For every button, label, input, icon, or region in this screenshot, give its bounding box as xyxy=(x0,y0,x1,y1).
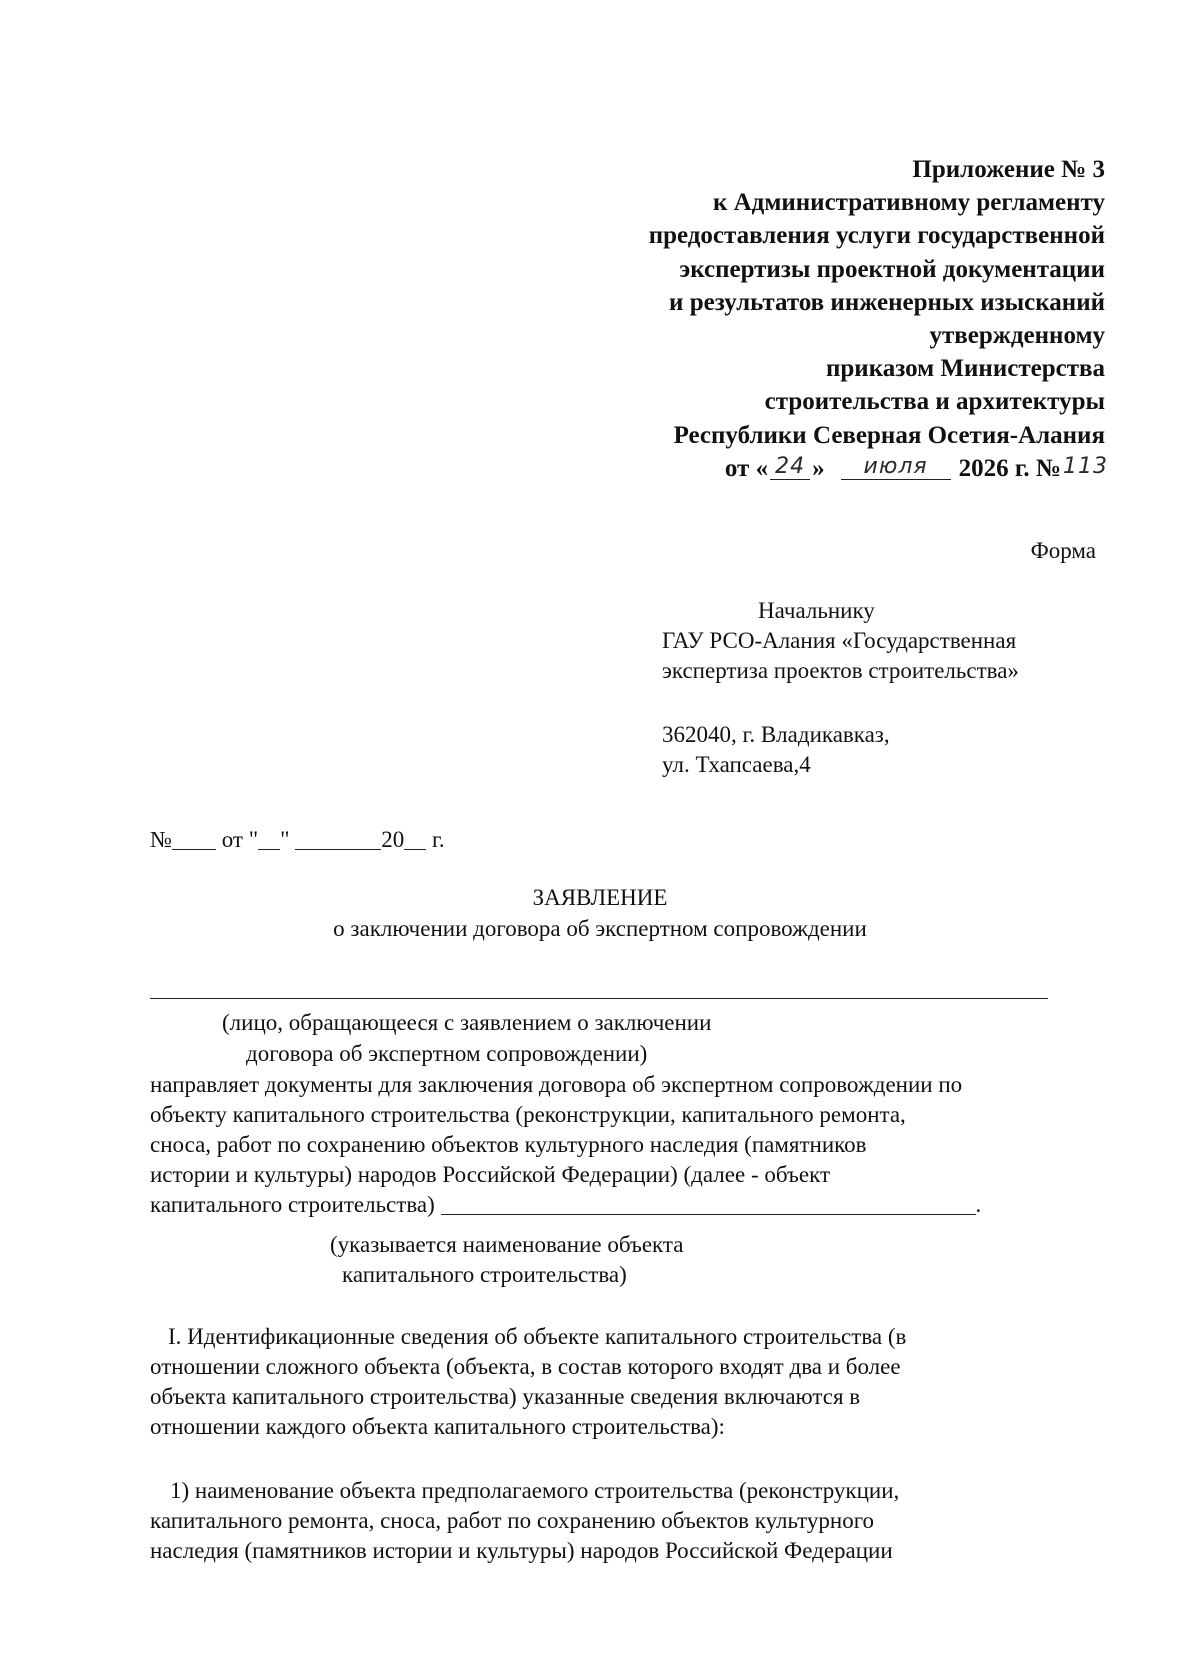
order-day-field xyxy=(770,452,810,485)
item-1-line: наследия (памятников истории и культуры) народов Российской Федерации xyxy=(150,1538,893,1563)
order-month-field xyxy=(841,452,951,485)
addressee-org-line: ГАУ РСО-Алания «Государственная xyxy=(662,628,1017,653)
appendix-line: предоставления услуги государственной xyxy=(648,222,1105,250)
appendix-line: и результатов инженерных изысканий xyxy=(669,288,1105,316)
body-line-start: капитального строительства) xyxy=(150,1192,435,1217)
appendix-line: строительства и архитектуры xyxy=(764,388,1105,416)
form-label: Форма xyxy=(1030,538,1096,563)
order-number-field xyxy=(1063,452,1108,485)
body-line: сноса, работ по сохранению объектов культурного наследия (памятников xyxy=(150,1132,867,1157)
appendix-line: приказом Министерства xyxy=(825,355,1105,383)
section-1-line: отношении каждого объекта капитального строительства): xyxy=(150,1414,725,1439)
addressee-to: Начальнику xyxy=(758,598,875,623)
applicant-name-line xyxy=(150,998,1048,999)
item-1 xyxy=(150,1476,1050,1566)
year-suffix: г. xyxy=(431,827,445,852)
appendix-line: Приложение № 3 xyxy=(912,156,1105,183)
order-prefix: от « xyxy=(724,454,769,482)
section-1-line: I. Идентификационные сведения об объекте капитального строительства (в xyxy=(168,1324,907,1349)
body-paragraph xyxy=(150,1070,1010,1220)
address-line: 362040, г. Владикавказ, xyxy=(662,722,890,747)
object-caption-line: капитального строительства) xyxy=(342,1262,627,1287)
appendix-line: утвержденному xyxy=(929,322,1105,350)
month-blank xyxy=(295,827,381,850)
order-mid: » xyxy=(812,454,825,482)
body-line xyxy=(150,1190,1010,1220)
address-block xyxy=(662,720,1102,780)
section-1 xyxy=(150,1322,1050,1442)
section-1-line: объекта капитального строительства) указанные сведения включаются в xyxy=(150,1384,861,1409)
year-prefix: 20 xyxy=(381,827,405,852)
address-line: ул. Тхапсаева,4 xyxy=(662,752,811,777)
from-label: от " xyxy=(221,827,259,852)
document-subtitle: о заключении договора об экспертном сопровождении xyxy=(333,916,867,941)
appendix-line: к Административному регламенту xyxy=(712,189,1105,217)
item-1-line: 1) наименование объекта предполагаемого строительства (реконструкции, xyxy=(170,1478,900,1503)
applicant-caption-line: (лицо, обращающееся с заявлением о заключении xyxy=(222,1010,712,1035)
object-caption xyxy=(330,1230,683,1290)
day-blank xyxy=(258,827,280,850)
addressee-block xyxy=(662,596,1102,686)
number-blank xyxy=(172,827,216,850)
order-year: 2026 г. № xyxy=(958,454,1061,482)
body-line-end: . xyxy=(975,1192,982,1217)
order-date-line xyxy=(405,452,1108,485)
order-number-handwritten: 113 xyxy=(1063,453,1108,479)
registration-number-line xyxy=(150,825,445,855)
order-month-handwritten: июля xyxy=(863,453,928,479)
quote-mark: " xyxy=(280,827,290,852)
body-line: истории и культуры) народов Российской Федерации) (далее - объект xyxy=(150,1162,831,1187)
object-caption-line: (указывается наименование объекта xyxy=(330,1232,684,1257)
applicant-caption-line: договора об экспертном сопровождении) xyxy=(246,1041,648,1066)
appendix-line: Республики Северная Осетия-Алания xyxy=(673,421,1105,449)
number-sign: № xyxy=(150,827,172,852)
item-1-line: капитального ремонта, сноса, работ по сохранению объектов культурного xyxy=(150,1508,875,1533)
body-line: объекту капитального строительства (реконструкции, капитального ремонта, xyxy=(150,1102,906,1127)
document-title: ЗАЯВЛЕНИЕ xyxy=(532,885,668,910)
object-name-blank xyxy=(441,1192,976,1215)
appendix-header xyxy=(405,153,1108,485)
year-blank xyxy=(404,827,426,850)
addressee-org-line: экспертиза проектов строительства» xyxy=(662,658,1019,683)
order-day-handwritten: 24 xyxy=(775,453,806,479)
section-1-line: отношении сложного объекта (объекта, в состав которого входят два и более xyxy=(150,1354,901,1379)
appendix-line: экспертизы проектной документации xyxy=(679,255,1105,283)
body-line: направляет документы для заключения договора об экспертном сопровождении по xyxy=(150,1072,963,1097)
